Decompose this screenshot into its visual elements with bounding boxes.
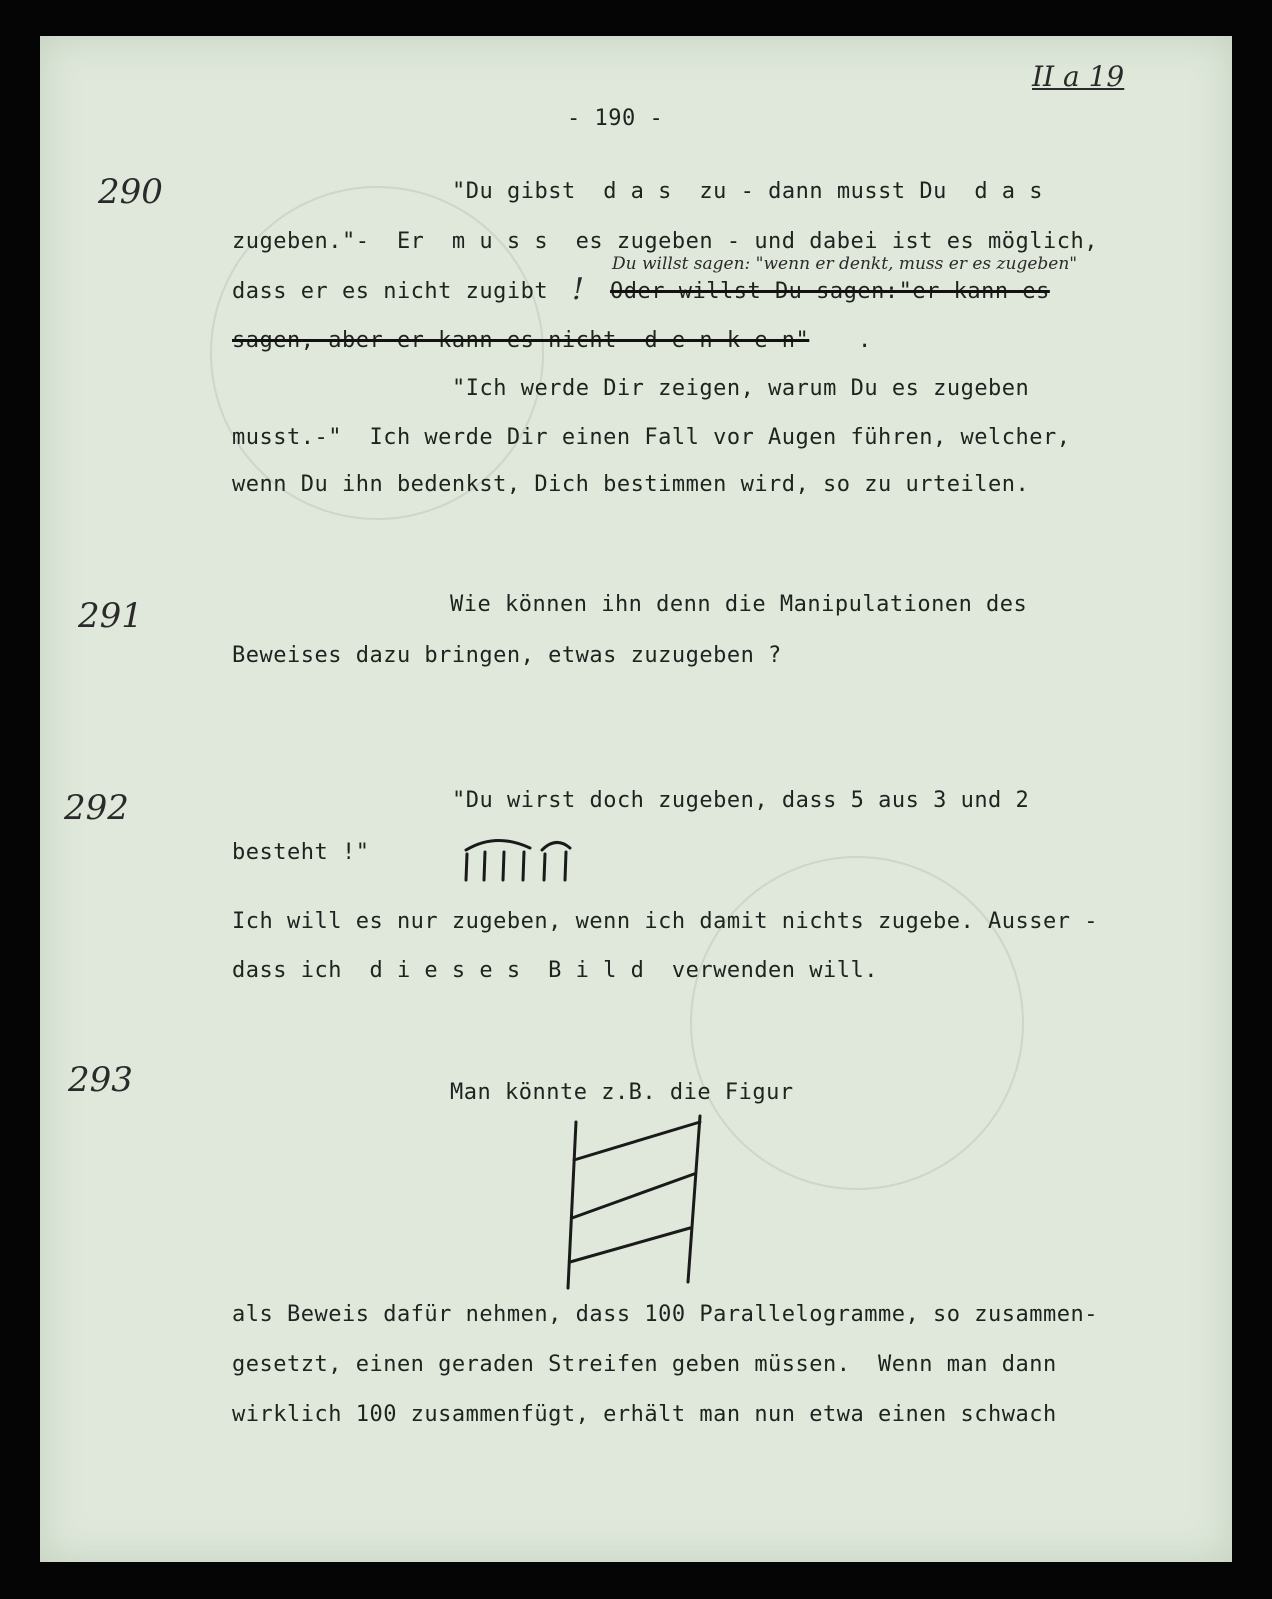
text-line: zugeben."- Er m u s s es zugeben - und dabei ist es möglich, (232, 229, 1098, 254)
section-number-293: 293 (68, 1060, 133, 1100)
text-line: wenn Du ihn bedenkst, Dich bestimmen wird, so zu urteilen. (232, 472, 1030, 497)
text-line: Ich will es nur zugeben, wenn ich damit nichts zugebe. Ausser - (232, 909, 1098, 934)
archive-mark: II a 19 (1032, 60, 1125, 93)
section-number-290: 290 (98, 172, 163, 212)
struck-text: sagen, aber er kann es nicht d e n k e n" (232, 328, 810, 353)
text-line: wirklich 100 zusammenfügt, erhält man nun etwa einen schwach (232, 1402, 1057, 1427)
parallelogram-strip-figure (560, 1112, 710, 1292)
typescript-page (40, 36, 1232, 1562)
text-line: Beweises dazu bringen, etwas zuzugeben ? (232, 643, 782, 668)
handwritten-exclamation: ! (572, 272, 585, 307)
text-line: dass ich d i e s e s B i l d verwenden will. (232, 958, 879, 983)
text-line: Wie können ihn denn die Manipulationen des (450, 592, 1028, 617)
stroke-grouping-sketch (460, 836, 580, 886)
text-line: "Ich werde Dir zeigen, warum Du es zugeben (452, 376, 1030, 401)
section-number-291: 291 (78, 596, 143, 636)
text-line: "Du wirst doch zugeben, dass 5 aus 3 und 2 (452, 788, 1030, 813)
text-line: als Beweis dafür nehmen, dass 100 Parallelogramme, so zusammen- (232, 1302, 1098, 1327)
handwritten-insertion: Du willst sagen: "wenn er denkt, muss er es zugeben" (612, 254, 1078, 274)
text-line: gesetzt, einen geraden Streifen geben müssen. Wenn man dann (232, 1352, 1057, 1377)
struck-text-end: . (858, 328, 872, 353)
page-number: - 190 - (567, 106, 664, 131)
text-line: dass er es nicht zugibt (232, 279, 549, 304)
text-line: besteht !" (232, 840, 370, 865)
struck-text: Oder willst Du sagen:"er kann es (610, 279, 1050, 304)
text-line: musst.-" Ich werde Dir einen Fall vor Augen führen, welcher, (232, 425, 1071, 450)
text-line: "Du gibst d a s zu - dann musst Du d a s (452, 179, 1044, 204)
section-number-292: 292 (64, 788, 129, 828)
faded-stamp-bottom (690, 856, 1024, 1190)
text-line: Man könnte z.B. die Figur (450, 1080, 794, 1105)
